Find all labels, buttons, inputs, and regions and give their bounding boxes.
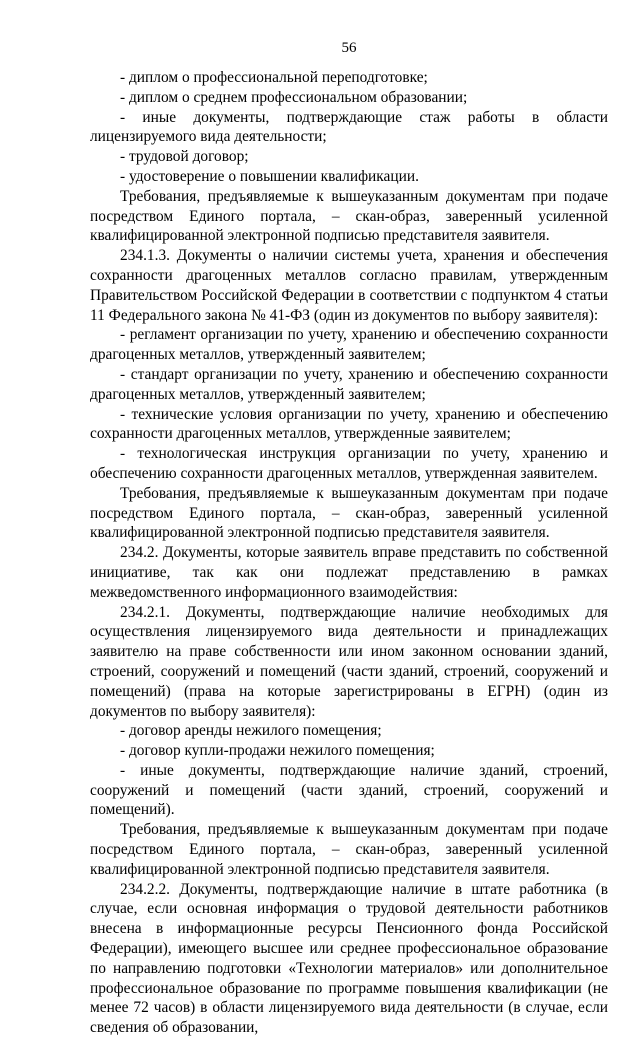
list-item-qualification-certificate: - удостоверение о повышении квалификации. (120, 167, 419, 185)
paragraph-234-2-1: 234.2.1. Документы, подтверждающие наличие необходимых для осуществления лицензируемого вида деятельности и принадлежащих заявителю на праве собственности или ином законном основании зданий, строений, сооружений и помещений (части зданий, строений, сооружений и помещений) (права на которые зарегистрированы в ЕГРН) (один из документов по выбору заявителя): (90, 603, 608, 720)
paragraph-234-1-3: 234.1.3. Документы о наличии системы учета, хранения и обеспечения сохранности драгоценных металлов согласно правилам, утвержденным Правительством Российской Федерации в соответствии с подпунктом 4 статьи 11 Федерального закона № 41-ФЗ (один из документов по выбору заявителя): (90, 247, 608, 324)
list-item-other-experience-docs: - иные документы, подтверждающие стаж работы в области лицензируемого вида деятельности; (90, 108, 608, 146)
list-item-regulation: - регламент организации по учету, хранению и обеспечению сохранности драгоценных металлов, утвержденный заявителем; (90, 326, 608, 364)
document-body (90, 68, 608, 1038)
paragraph-requirements: Требования, предъявляемые к вышеуказанным документам при подаче посредством Единого портала, – скан-образ, заверенный усиленной квалифицированной электронной подписью представителя заявителя. (90, 821, 608, 878)
page-number: 56 (341, 40, 357, 56)
paragraph-requirements: Требования, предъявляемые к вышеуказанным документам при подаче посредством Единого портала, – скан-образ, заверенный усиленной квалифицированной электронной подписью представителя заявителя. (90, 484, 608, 542)
paragraph-234-2: 234.2. Документы, которые заявитель вправе представить по собственной инициативе, так как они подлежат представлению в рамках межведомственного информационного взаимодействия: (90, 544, 608, 601)
list-item-other-premises-docs: - иные документы, подтверждающие наличие зданий, строений, сооружений и помещений (части зданий, строений, сооружений и помещений). (90, 761, 608, 819)
paragraph-234-2-2: 234.2.2. Документы, подтверждающие наличие в штате работника (в случае, если основная информация о трудовой деятельности работников внесена в информационные ресурсы Пенсионного фонда Российской Федерации), имеющего высшее или среднее профессиональное образование по направлению подготовки «Технологии материалов» или дополнительное профессиональное образование по программе повышения квалификации (не менее 72 часов) в области лицензируемого вида деятельности (в случае, если сведения об образовании, (90, 880, 608, 1037)
list-item-standard: - стандарт организации по учету, хранению и обеспечению сохранности драгоценных металлов, утвержденный заявителем; (90, 365, 608, 403)
list-item-lease-agreement: - договор аренды нежилого помещения; (120, 722, 382, 740)
list-item-technical-conditions: - технические условия организации по учету, хранению и обеспечению сохранности драгоценных металлов, утвержденные заявителем; (90, 405, 608, 443)
list-item-diploma-retraining: - диплом о профессиональной переподготовке; (120, 69, 428, 86)
list-item-technological-instruction: - технологическая инструкция организации по учету, хранению и обеспечению сохранности драгоценных металлов, утвержденная заявителем. (90, 445, 608, 482)
paragraph-requirements: Требования, предъявляемые к вышеуказанным документам при подаче посредством Единого портала, – скан-образ, заверенный усиленной квалифицированной электронной подписью представителя заявителя. (90, 187, 608, 245)
list-item-sale-agreement: - договор купли-продажи нежилого помещения; (120, 742, 435, 760)
list-item-diploma-secondary: - диплом о среднем профессиональном образовании; (120, 88, 468, 106)
list-item-labor-contract: - трудовой договор; (120, 148, 249, 166)
